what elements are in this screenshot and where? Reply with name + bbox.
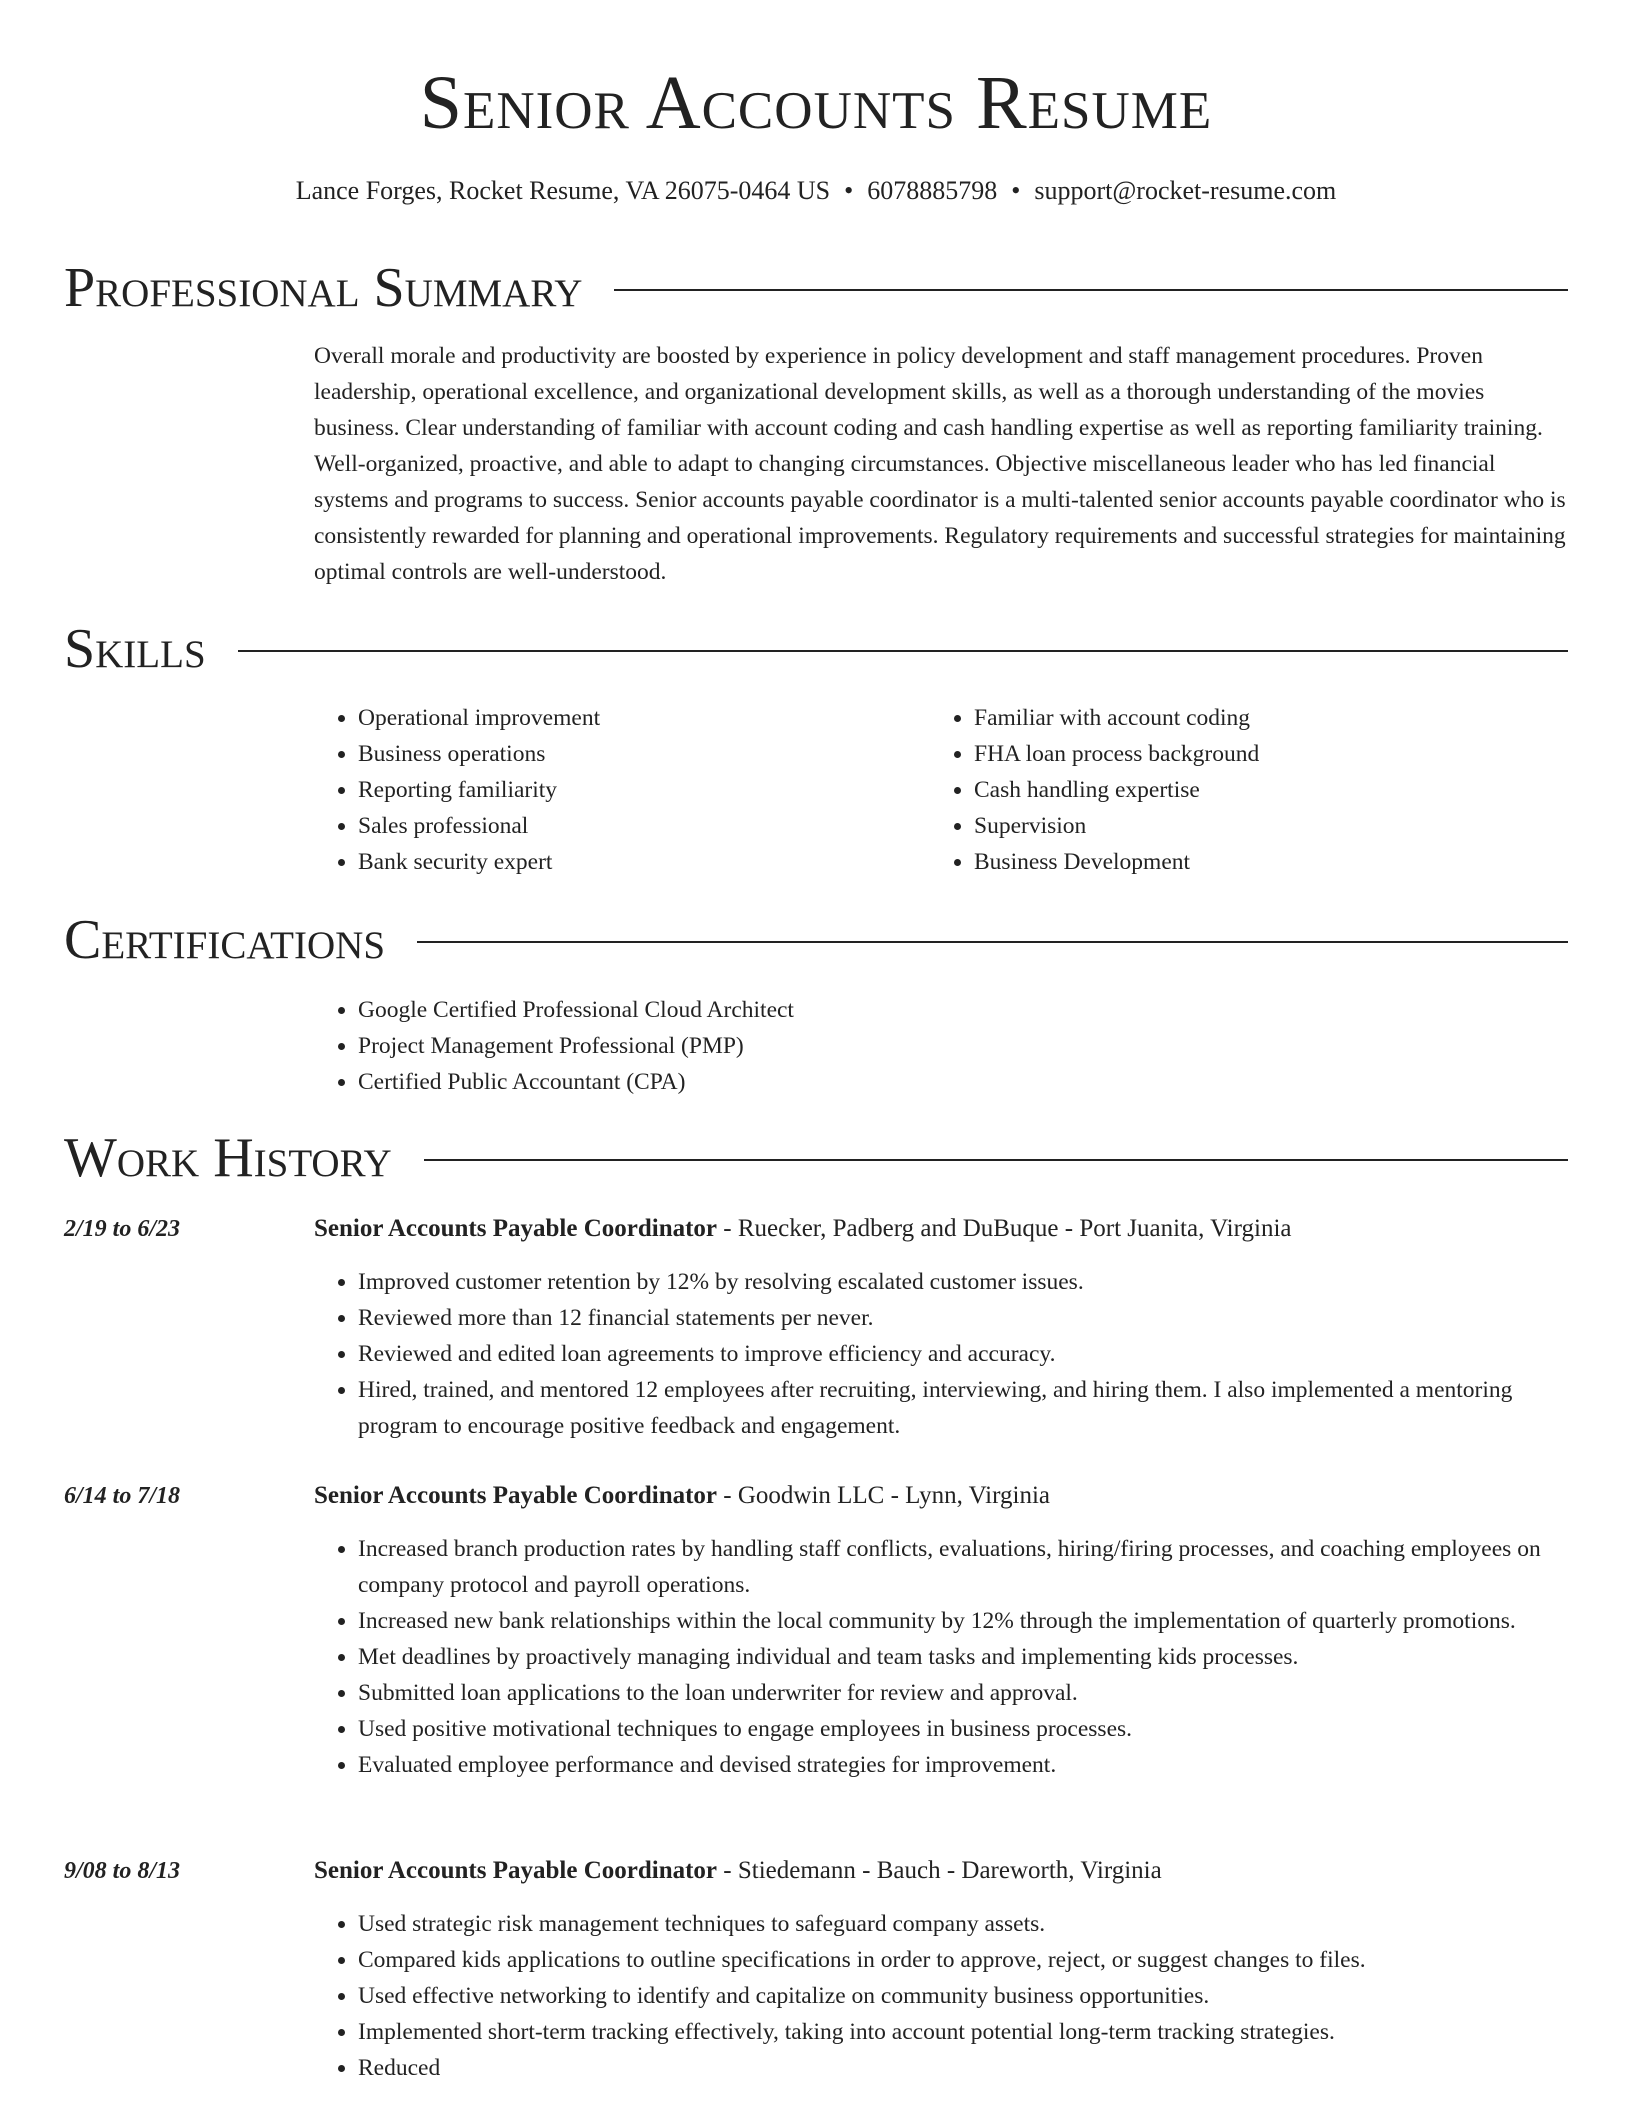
skills-column-right [930, 700, 1259, 880]
job-bullet: • Evaluated employee performance and devised strategies for improvement. [358, 1747, 1544, 1783]
summary-section-title: Professional Summary [64, 257, 583, 319]
job-bullet: • Implemented short-term tracking effectively, taking into account potential long-term tracking strategies. [358, 2014, 1544, 2050]
job-heading [314, 1478, 1568, 1514]
job-title: Senior Accounts Payable Coordinator [314, 1482, 718, 1509]
certifications-section-header [64, 905, 1568, 975]
certifications-section-title: Certifications [64, 909, 386, 971]
job-bullet: • Reviewed and edited loan agreements to improve efficiency and accuracy. [358, 1336, 1544, 1372]
section-divider [424, 1159, 1568, 1161]
contact-separator: • [1011, 176, 1021, 205]
skill-item: • Supervision [974, 808, 1259, 844]
skill-item: • Sales professional [358, 808, 600, 844]
job-dates: 9/08 to 8/13 [64, 1858, 181, 1884]
job-responsibilities [314, 1906, 1544, 2086]
job-bullet: • Increased new bank relationships within the local community by 12% through the implementation of quarterly promotions. [358, 1603, 1544, 1639]
job-employer-location: - Stiedemann - Bauch - Dareworth, Virginia [717, 1857, 1162, 1884]
job-title: Senior Accounts Payable Coordinator [314, 1857, 718, 1884]
job-bullet: • Reviewed more than 12 financial statements per never. [358, 1300, 1544, 1336]
certification-item: • Certified Public Accountant (CPA) [358, 1064, 794, 1100]
job-employer-location: - Ruecker, Padberg and DuBuque - Port Juanita, Virginia [717, 1215, 1292, 1242]
skill-item: • Operational improvement [358, 700, 600, 736]
job-heading [314, 1211, 1568, 1247]
job-responsibilities [314, 1531, 1544, 1783]
skills-section-title: Skills [64, 618, 206, 680]
contact-separator: • [844, 176, 854, 205]
skill-item: • Bank security expert [358, 844, 600, 880]
work-history-section-header [64, 1123, 1568, 1193]
job-bullet: • Improved customer retention by 12% by resolving escalated customer issues. [358, 1264, 1544, 1300]
job-dates: 2/19 to 6/23 [64, 1216, 181, 1242]
job-responsibilities [314, 1264, 1544, 1444]
contact-phone: 6078885798 [867, 176, 998, 205]
contact-email: support@rocket-resume.com [1034, 176, 1337, 205]
contact-address: Lance Forges, Rocket Resume, VA 26075-0464 US [295, 176, 831, 205]
job-employer-location: - Goodwin LLC - Lynn, Virginia [717, 1482, 1050, 1509]
skills-section-header [64, 614, 1568, 684]
work-history-section-title: Work History [64, 1127, 392, 1189]
resume-title: Senior Accounts Resume [419, 61, 1213, 145]
summary-text: Overall morale and productivity are boosted by experience in policy development and staff management procedures. Proven leadership, operational excellence, and organizational development skills, as well as a thorough understanding of the movies business. Clear understanding of familiar with account coding and cash handling expertise as well as reporting familiarity training. Well-organized, proactive, and able to adapt to changing circumstances. Objective miscellaneous leader who has led financial systems and programs to success. Senior accounts payable coordinator is a multi-talented senior accounts payable coordinator who is consistently rewarded for planning and operational improvements. Regulatory requirements and successful strategies for maintaining optimal controls are well-understood. [314, 343, 1566, 585]
section-divider [417, 941, 1568, 943]
job-bullet: • Hired, trained, and mentored 12 employees after recruiting, interviewing, and hiring them. I also implemented a mentoring program to encourage positive feedback and engagement. [358, 1372, 1544, 1444]
job-bullet: • Used strategic risk management techniques to safeguard company assets. [358, 1906, 1544, 1942]
job-bullet: • Increased branch production rates by handling staff conflicts, evaluations, hiring/firing processes, and coaching employees on company protocol and payroll operations. [358, 1531, 1544, 1603]
skill-item: • Business Development [974, 844, 1259, 880]
skill-item: • Business operations [358, 736, 600, 772]
section-divider [238, 650, 1568, 652]
skill-item: • Reporting familiarity [358, 772, 600, 808]
skill-item: • FHA loan process background [974, 736, 1259, 772]
certifications-list [314, 992, 794, 1100]
job-heading [314, 1853, 1568, 1889]
certification-item: • Project Management Professional (PMP) [358, 1028, 794, 1064]
skill-item: • Cash handling expertise [974, 772, 1259, 808]
job-bullet: • Met deadlines by proactively managing individual and team tasks and implementing kids processes. [358, 1639, 1544, 1675]
job-bullet: • Used positive motivational techniques to engage employees in business processes. [358, 1711, 1544, 1747]
job-bullet: • Reduced [358, 2050, 1544, 2086]
summary-section-header [64, 253, 1568, 323]
job-title: Senior Accounts Payable Coordinator [314, 1215, 718, 1242]
job-dates: 6/14 to 7/18 [64, 1483, 181, 1509]
skills-column-left [314, 700, 600, 880]
job-bullet: • Compared kids applications to outline specifications in order to approve, reject, or suggest changes to files. [358, 1942, 1544, 1978]
contact-line [0, 173, 1632, 209]
certification-item: • Google Certified Professional Cloud Architect [358, 992, 794, 1028]
skill-item: • Familiar with account coding [974, 700, 1259, 736]
section-divider [614, 289, 1568, 291]
job-bullet: • Submitted loan applications to the loan underwriter for review and approval. [358, 1675, 1544, 1711]
job-bullet: • Used effective networking to identify and capitalize on community business opportunities. [358, 1978, 1544, 2014]
